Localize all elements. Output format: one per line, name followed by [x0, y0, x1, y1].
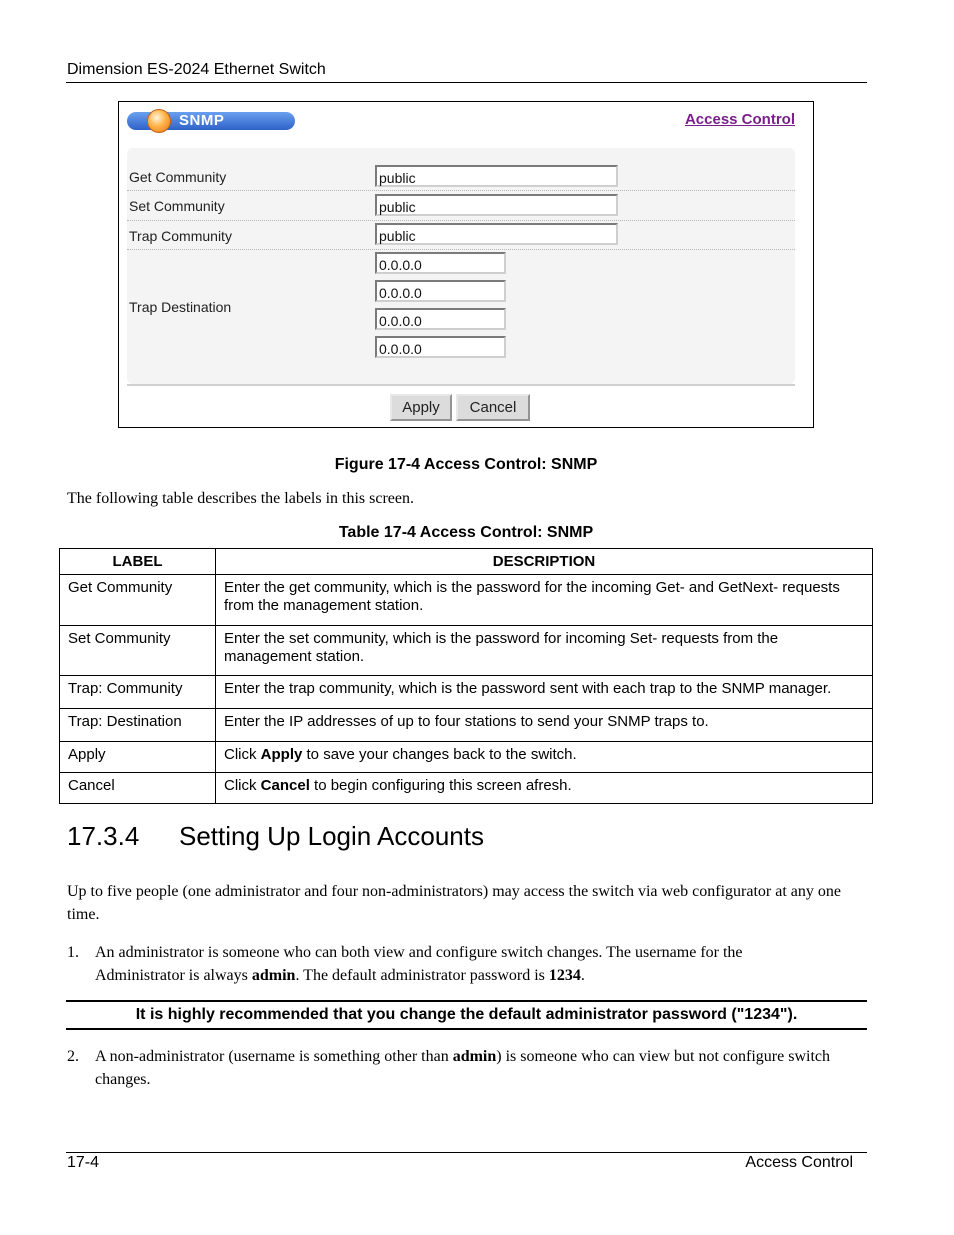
description-column-header: DESCRIPTION [216, 549, 873, 575]
bold-run: admin [452, 1048, 497, 1065]
set-community-input[interactable]: public [375, 194, 618, 216]
row-description: Enter the IP addresses of up to four stations to send your SNMP traps to. [216, 709, 873, 742]
access-control-link[interactable]: Access Control [684, 111, 795, 128]
section-heading [67, 821, 484, 852]
list-number: 2. [67, 1048, 79, 1065]
row-divider [127, 190, 795, 191]
orb-icon [147, 109, 171, 133]
trap-destination-label: Trap Destination [129, 299, 232, 315]
trap-community-input[interactable]: public [375, 223, 618, 245]
list-number: 1. [67, 944, 79, 961]
table-row [60, 676, 873, 709]
trap-destination-input-1[interactable]: 0.0.0.0 [375, 252, 506, 274]
section-title: Setting Up Login Accounts [179, 821, 484, 851]
row-label: Apply [60, 742, 216, 773]
trap-destination-input-2[interactable]: 0.0.0.0 [375, 280, 506, 302]
list-item [67, 941, 867, 987]
row-label: Cancel [60, 773, 216, 804]
table-row [60, 709, 873, 742]
table-row [60, 575, 873, 626]
table-row [60, 773, 873, 804]
bold-run: 1234 [548, 967, 581, 984]
text-run: A non-administrator (username is something other than [95, 1048, 453, 1065]
page-number: 17-4 [67, 1154, 100, 1171]
desc-text: to begin configuring this screen afresh. [309, 777, 572, 794]
header-rule [66, 82, 867, 83]
table-header-row [60, 549, 873, 575]
row-description: Enter the trap community, which is the password sent with each trap to the SNMP manager. [216, 676, 873, 709]
text-run: ) is someone who can view but not configure switch changes. [95, 1048, 830, 1088]
note-top-rule [66, 1000, 867, 1002]
label-description-table [59, 548, 873, 804]
apply-button[interactable]: Apply [390, 394, 452, 421]
bold-run: admin [251, 967, 296, 984]
desc-text: Click [224, 746, 261, 763]
section-intro: Up to five people (one administrator and four non-administrators) may access the switch via web configurator at any one time. [67, 883, 841, 923]
trap-destination-input-3[interactable]: 0.0.0.0 [375, 308, 506, 330]
trap-destination-input-4[interactable]: 0.0.0.0 [375, 336, 506, 358]
section-number: 17.3.4 [67, 821, 140, 851]
form-bottom-rule [127, 384, 795, 386]
row-label: Get Community [60, 575, 216, 626]
note-bottom-rule [66, 1028, 867, 1030]
row-description: Enter the set community, which is the password for incoming Set- requests from the management station. [216, 626, 873, 676]
snmp-tab-label: SNMP [179, 112, 225, 129]
snmp-form [127, 148, 795, 384]
running-header: Dimension ES-2024 Ethernet Switch [67, 61, 326, 78]
row-description [216, 773, 873, 804]
desc-bold: Cancel [260, 777, 310, 794]
row-description [216, 742, 873, 773]
row-label: Trap: Community [60, 676, 216, 709]
cancel-button[interactable]: Cancel [456, 394, 530, 421]
snmp-tab [127, 112, 295, 130]
footer-rule [66, 1152, 867, 1153]
row-label: Set Community [60, 626, 216, 676]
desc-bold: Apply [260, 746, 303, 763]
row-divider [127, 220, 795, 221]
list-text [95, 941, 835, 987]
list-text [95, 1045, 845, 1091]
snmp-screenshot [118, 101, 814, 428]
table-row [60, 742, 873, 773]
table-row [60, 626, 873, 676]
label-column-header: LABEL [60, 549, 216, 575]
text-run: An administrator is someone who can both view and configure switch changes. The username for the Administrator is always [95, 944, 743, 984]
desc-text: Click [224, 777, 261, 794]
trap-community-label: Trap Community [129, 228, 232, 244]
row-divider [127, 249, 795, 250]
get-community-input[interactable]: public [375, 165, 618, 187]
note-text: It is highly recommended that you change the default administrator password ("1234"). [135, 1006, 798, 1023]
set-community-label: Set Community [129, 198, 225, 214]
chapter-name: Access Control [745, 1154, 853, 1171]
row-label: Trap: Destination [60, 709, 216, 742]
text-run: . The default administrator password is [295, 967, 549, 984]
desc-text: to save your changes back to the switch. [302, 746, 577, 763]
list-item [67, 1045, 867, 1091]
row-description: Enter the get community, which is the password for the incoming Get- and GetNext- requests from the management station. [216, 575, 873, 626]
intro-paragraph: The following table describes the labels in this screen. [67, 490, 415, 507]
text-run: . [580, 967, 585, 984]
figure-caption: Figure 17-4 Access Control: SNMP [334, 456, 598, 473]
get-community-label: Get Community [129, 169, 227, 185]
table-caption: Table 17-4 Access Control: SNMP [338, 524, 594, 541]
